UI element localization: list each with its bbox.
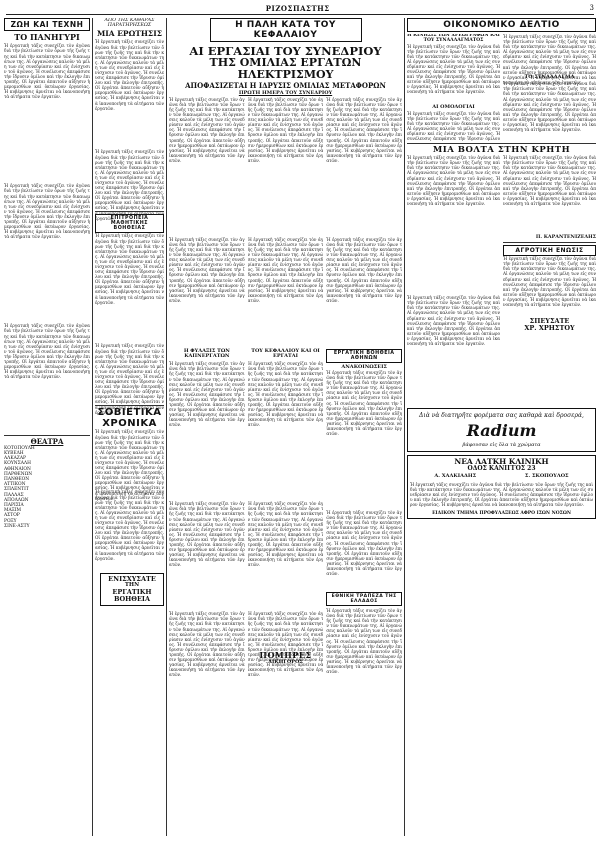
theatre-item: ΑΘΗΝΑΙΟΝ (4, 466, 31, 472)
article-body (4, 323, 90, 433)
agri-union-head: ΑΓΡΟΤΙΚΗ ΕΝΩΣΙΣ (503, 245, 596, 256)
ad-line: ΕΝΙΣΧΥΣΑΤΕ (108, 575, 156, 584)
theatre-item: ΑΤΤΙΚΟΝ (4, 482, 26, 488)
divider (4, 435, 90, 436)
theatre-item: ΣΙΝΕ-ΑΣΤΥ (4, 523, 30, 529)
clinic-body (410, 482, 593, 512)
exchange-head: ΤΟ ΣΥΝΑΛΛΑΓΜΑ (524, 74, 575, 80)
theatre-item: ΚΟΥΝΣΑΛΗ (4, 461, 31, 467)
clinic-name: ΝΕΑ ΛΑΤΚΗ ΚΛΙΝΙΚΗ (454, 457, 549, 467)
workers-aid-notice-head: ΕΡΓΑΤΙΚΗ ΒΟΗΘΕΙΑ ΑΘΗΝΩΝ (326, 349, 402, 363)
page-number: 3 (589, 4, 594, 12)
paper-name: ΡΙΖΟΣΠΑΣΤΗΣ (265, 3, 330, 13)
column-economic (407, 18, 596, 836)
article-body (95, 39, 164, 149)
ad-line: ΕΡΓΑΤΙΚΗ (112, 587, 152, 596)
subheadline: ΑΠΟΦΑΣΙΖΕΤΑΙ Η ΙΔΡΥΣΙΣ ΟΜΙΛΙΑΣ ΜΕΤΑΦΟΡΩΝ (185, 81, 386, 91)
theatre-item: ΚΥΒΕΛΗ (4, 450, 24, 456)
article-body (4, 183, 90, 323)
theatre-item: ΠΑΝΘΕΟΝ (4, 476, 30, 482)
section-head-economic: ΟΙΚΟΝΟΜΙΚΟ ΔΕΛΤΙΟ (407, 18, 596, 32)
column-main (169, 18, 402, 836)
bonds-head: ΑΙ ΟΜΟΛΟΓΙΑΙ (432, 103, 475, 110)
agri-union-body (503, 256, 596, 316)
main-article-columns (169, 97, 402, 722)
bonds-body (407, 111, 500, 141)
crete-body (503, 155, 596, 235)
column-rule (404, 18, 405, 836)
radium-top-line: Διὰ νὰ διατηρῆτε φορέματα σας καθαρὰ καὶ δροσερά, (419, 412, 584, 420)
notice-body (95, 233, 164, 343)
theatre-item: ΜΑΞΙΜ (4, 508, 21, 514)
section-body (169, 361, 245, 501)
doctor-name: Α. ΧΑΛΚΙΑΔΗΣ (434, 473, 477, 480)
divider (407, 143, 596, 144)
theatre-item: ΣΠΛΕΝΤΙΤ (4, 487, 29, 493)
clinic-ad (407, 455, 596, 519)
theatre-item: ΠΑΡΙΣΙΑ (4, 502, 24, 508)
clinic-address: ΟΔΟΣ ΚΑΝΙΓΓΟΣ 23 (467, 465, 536, 473)
theatre-listings (4, 446, 90, 529)
soviet-chronicles-title: ΣΟΒΙΕΤΙΚΑ ΧΡΟΝΙΚΑ (97, 407, 162, 429)
economic-columns (407, 34, 596, 141)
headline-line: ΤΗΣ ΟΜΙΛΙΑΣ ΕΡΓΑΤΩΝ ΗΛΕΚΤΡΙΣΜΟΥ (209, 56, 362, 81)
soviet-chronicles-body (95, 489, 164, 569)
workers-aid-ad (100, 573, 164, 605)
theatre-item: ΡΟΞΥ (4, 518, 17, 524)
economic-col (407, 34, 500, 141)
article-body (4, 43, 90, 183)
exchange-body (503, 81, 596, 141)
article-title: ΜΙΑ ΕΡΩΤΗΣΙΣ (96, 28, 163, 38)
doctor-name: Σ. ΣΚΟΠΟΥΛΟΣ (524, 473, 569, 480)
bank-ad-body (326, 608, 402, 638)
notice-body (95, 343, 164, 403)
crete-columns (407, 155, 596, 405)
ad-line: ΤΗΝ (124, 582, 140, 589)
theatre-item: ΠΑΛΛΑΣ (4, 492, 24, 498)
soviet-chronicles-body (95, 429, 164, 489)
main-banner: Η ΠΑΛΗ ΚΑΤΑ ΤΟΥ ΚΕΦΑΛΑΙΟΥ (210, 18, 362, 42)
theatre-item: ΠΑΡΘΕΝΩΝ (4, 471, 33, 477)
theatre-heading: ΘΕΑΤΡΑ (30, 437, 64, 447)
main-article-body (169, 97, 245, 237)
bank-ad-head: ΕΘΝΙΚΗ ΤΡΑΠΕΖΑ ΤΗΣ ΕΛΛΑΔΟΣ (326, 592, 402, 606)
crete-body (407, 295, 500, 405)
section-body (169, 611, 245, 721)
main-article-col (248, 97, 324, 722)
securities-body (407, 44, 500, 104)
exchange-body (503, 34, 596, 74)
crete-title: ΜΙΑ ΒΟΛΤΑ ΣΤΗΝ ΚΡΗΤΗ (432, 145, 571, 156)
main-article-body (326, 97, 402, 237)
lawyer-name: ΠΟΜΠΡΕΣ (259, 650, 312, 661)
theatre-item: ΑΣΤΟΡ (4, 513, 20, 519)
headline-line: ΑΙ ΕΡΓΑΣΙΑΙ ΤΟΥ ΣΥΝΕΔΡΙΟΥ (189, 44, 382, 58)
section-title: Η ΦΥΛΑΞΙΣ ΤΩΝ ΚΑΠΝΕΡΓΑΤΩΝ (183, 347, 230, 359)
clinic-doctors (410, 474, 593, 479)
main-article-body (326, 237, 402, 347)
announcements-label: ΑΝΑΚΟΙΝΩΣΕΙΣ (341, 363, 387, 370)
section-body (248, 361, 324, 501)
economic-col (503, 34, 596, 141)
lawyer-title: ΔΙΚΗΓΟΡΟΣ (268, 658, 303, 665)
first-day-label: ΠΡΩΤΗ ΗΜΕΡΑ ΤΟΥ ΣΥΝΕΔΡΙΟΥ (238, 89, 333, 96)
radium-brand: Radium (466, 421, 537, 441)
article-kicker: ΑΠΟ ΤΗΣ ΚΑΘΑΡΑΣ ΠΑΡΑΤΗΡΗΣΕΩΣ (104, 18, 155, 29)
column-rule (166, 18, 167, 836)
column-rule (92, 18, 93, 836)
radium-bottom-line: βάφουσαν εἰς ὅλα τὰ χρώματα (462, 442, 541, 449)
theatre-item: ΚΟΤΟΠΟΥΛΗ (4, 445, 35, 451)
theatre-item: ΑΠΟΛΛΩΝ (4, 497, 29, 503)
page-masthead (6, 2, 594, 15)
crete-col (407, 155, 500, 405)
article-title: ΤΟ ΠΑΝΗΓΥΡΙ (14, 32, 80, 42)
announcement-body (326, 370, 402, 510)
section-head-life-art: ΖΩΗ ΚΑΙ ΤΕΧΝΗ (4, 18, 90, 31)
section-title: ΤΟΥ ΚΕΦΑΛΑΙΟΥ ΚΑΙ ΟΙ ΕΡΓΑΤΑΙ (251, 347, 320, 359)
main-article-col (326, 97, 402, 722)
person-name: ΧΡ. ΧΡΗΣΤΟΥ (524, 324, 575, 333)
main-article-body (248, 237, 324, 347)
notice-head: ΕΠΙΤΡΟΠΕΙΑ ΜΑΘΗΤΙΚΗΣ ΒΟΗΘΕΙΑΣ (95, 214, 164, 233)
section-body (248, 611, 324, 651)
radium-ad (407, 408, 596, 452)
divider (503, 242, 596, 243)
announcement-body (326, 510, 402, 590)
main-article-body (248, 97, 324, 237)
main-article-body (169, 237, 245, 347)
section-body (169, 501, 245, 611)
crete-body (407, 155, 500, 295)
securities-head: Η ΚΙΝΗΣΙΣ ΤΩΝ ΧΡΕΩΓΡΑΦΩΝ ΚΑΙ ΤΟΥ ΣΥΝΑΛΛΑΓΜΑΤΟΣ (407, 34, 500, 43)
hurry-announcement: ΣΠΕΥΣΑΤΕ (529, 317, 570, 326)
crete-signature: Π. ΚΑΡΑΝΤΕΝΙΖΕΛΗΣ (535, 234, 596, 241)
theatre-item: ΑΛΚΑΖΑΡ (4, 456, 26, 462)
clinic-footer: ΕΙΔΙΚΟΝ ΤΜΗΜΑ ΠΡΟΦΥΛΑΞΕΩΣ ΑΦΡΟ ΙΣΩΝ ΝΟΣΩΝ (432, 510, 571, 516)
crete-col (503, 155, 596, 405)
section-body (248, 501, 324, 611)
column-life-and-art (4, 18, 90, 836)
ad-line: ΒΟΗΘΕΙΑ (114, 594, 150, 603)
main-article-col (169, 97, 245, 722)
article-body (95, 149, 164, 209)
column-question (95, 18, 164, 836)
